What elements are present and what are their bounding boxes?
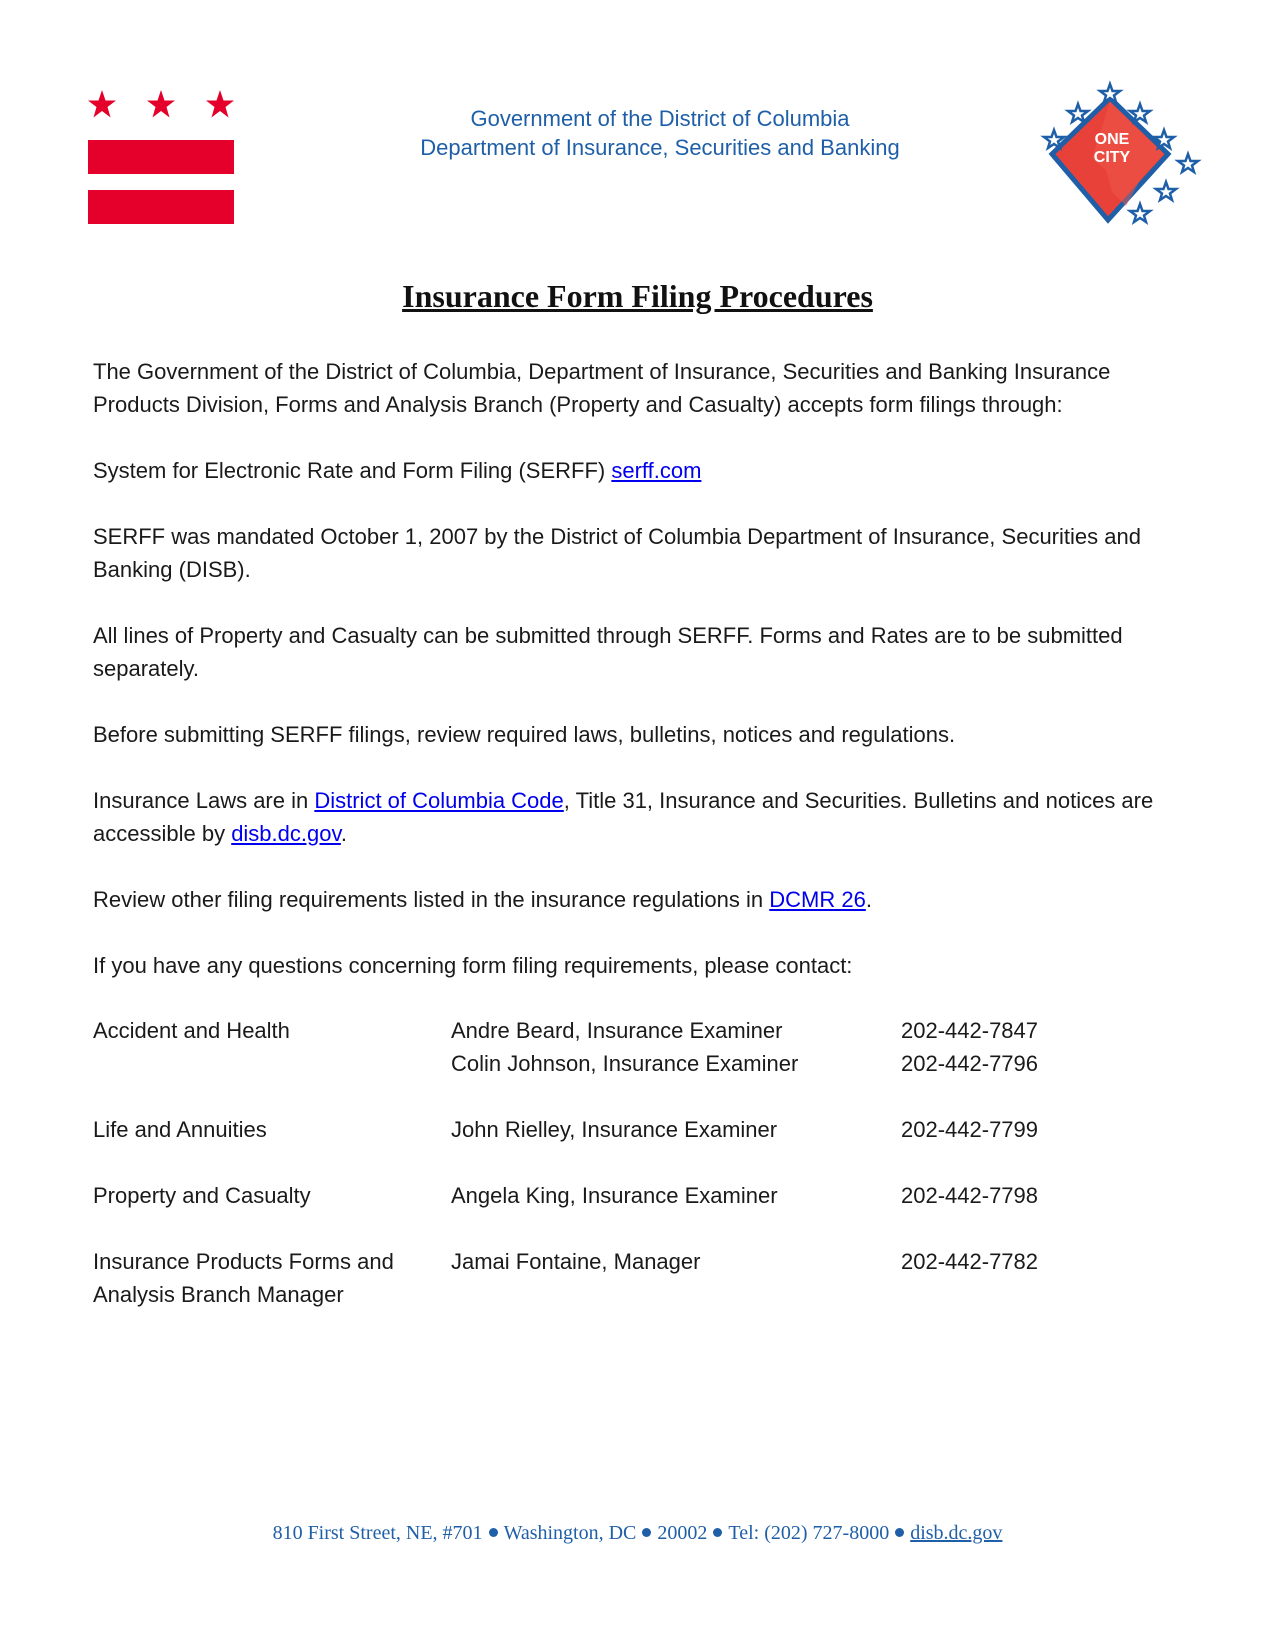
seal-star-icon — [1178, 154, 1198, 172]
contact-area: Insurance Products Forms and Analysis Branch Manager — [93, 1249, 394, 1307]
footer-zip: 20002 — [657, 1522, 708, 1544]
contact-person: Andre Beard, Insurance Examiner — [451, 1018, 783, 1043]
star-icon — [206, 90, 234, 118]
contact-area: Property and Casualty — [93, 1183, 311, 1208]
agency-line-2: Department of Insurance, Securities and Banking — [420, 135, 900, 160]
contact-phones — [901, 1014, 1101, 1080]
document-body — [93, 355, 1193, 1015]
questions-paragraph: If you have any questions concerning form filing requirements, please contact: — [93, 953, 853, 978]
agency-header — [300, 104, 1020, 162]
contact-person: Angela King, Insurance Examiner — [451, 1183, 778, 1208]
seal-star-icon — [1156, 182, 1176, 200]
contact-person: Jamai Fontaine, Manager — [451, 1249, 701, 1274]
contact-phone: 202-442-7782 — [901, 1249, 1039, 1274]
mandate-paragraph: SERFF was mandated October 1, 2007 by the District of Columbia Department of Insurance, Securities and Banking (DISB). — [93, 524, 1141, 582]
star-icon — [88, 90, 116, 118]
dc-flag-logo — [88, 88, 234, 224]
laws-paragraph — [93, 784, 1193, 850]
contact-person: John Rielley, Insurance Examiner — [451, 1117, 778, 1142]
contact-row — [93, 1245, 1193, 1311]
contact-people — [451, 1113, 881, 1146]
seal-star-icon — [1130, 204, 1150, 222]
dcmr-link[interactable]: DCMR 26 — [769, 887, 866, 912]
footer-address — [0, 1522, 1275, 1545]
contact-people — [451, 1245, 881, 1278]
lines-paragraph: All lines of Property and Casualty can be submitted through SERFF. Forms and Rates are to be submitted separately. — [93, 623, 1123, 681]
seal-text-city: CITY — [1093, 149, 1131, 166]
contact-row — [93, 1113, 1193, 1146]
laws-text-prefix: Insurance Laws are in — [93, 788, 315, 813]
serff-text: System for Electronic Rate and Form Filing (SERFF) — [93, 458, 612, 483]
contact-phone: 202-442-7799 — [901, 1117, 1039, 1142]
contact-phones — [901, 1245, 1101, 1278]
contact-row — [93, 1179, 1193, 1212]
one-city-seal-icon — [1040, 80, 1210, 240]
flag-bar-top — [88, 140, 234, 174]
agency-line-1: Government of the District of Columbia — [470, 106, 850, 131]
footer-street: 810 First Street, NE, #701 — [272, 1522, 483, 1544]
review-paragraph — [93, 883, 1193, 916]
contact-person: Colin Johnson, Insurance Examiner — [451, 1051, 799, 1076]
before-paragraph: Before submitting SERFF filings, review required laws, bulletins, notices and regulations. — [93, 722, 956, 747]
contact-phones — [901, 1113, 1101, 1146]
seal-star-icon — [1100, 84, 1120, 102]
flag-stars-icon — [88, 88, 234, 128]
bullet-icon — [642, 1528, 651, 1537]
intro-paragraph: The Government of the District of Columbia, Department of Insurance, Securities and Banking Insurance Products Division, Forms and Analysis Branch (Property and Casualty) accepts form filings through: — [93, 359, 1111, 417]
contact-people — [451, 1179, 881, 1212]
contact-area: Accident and Health — [93, 1018, 290, 1043]
footer-city: Washington, DC — [503, 1522, 637, 1544]
star-icon — [147, 90, 175, 118]
bullet-icon — [713, 1528, 722, 1537]
contact-phone: 202-442-7798 — [901, 1183, 1039, 1208]
seal-text-one: ONE — [1094, 131, 1130, 148]
contact-phones — [901, 1179, 1101, 1212]
review-text-prefix: Review other filing requirements listed in the insurance regulations in — [93, 887, 770, 912]
dc-code-link[interactable]: District of Columbia Code — [314, 788, 564, 813]
flag-bar-bottom — [88, 190, 234, 224]
review-text-suffix: . — [865, 887, 872, 912]
contact-row — [93, 1014, 1193, 1080]
laws-text-middle: , Title 31, Insurance and Securities. Bulletins and notices are accessible by — [93, 788, 1154, 846]
bullet-icon — [895, 1528, 904, 1537]
contact-area: Life and Annuities — [93, 1117, 267, 1142]
contact-people — [451, 1014, 881, 1080]
contacts-table — [93, 1014, 1193, 1344]
disb-link[interactable]: disb.dc.gov — [231, 821, 341, 846]
page-title: Insurance Form Filing Procedures — [402, 278, 873, 314]
contact-phone: 202-442-7796 — [901, 1051, 1039, 1076]
footer-site-link[interactable]: disb.dc.gov — [910, 1522, 1003, 1544]
serff-paragraph — [93, 454, 1193, 487]
bullet-icon — [489, 1528, 498, 1537]
contact-phone: 202-442-7847 — [901, 1018, 1039, 1043]
serff-link[interactable]: serff.com — [611, 458, 702, 483]
footer-tel: Tel: (202) 727-8000 — [728, 1522, 890, 1544]
laws-text-suffix: . — [340, 821, 347, 846]
